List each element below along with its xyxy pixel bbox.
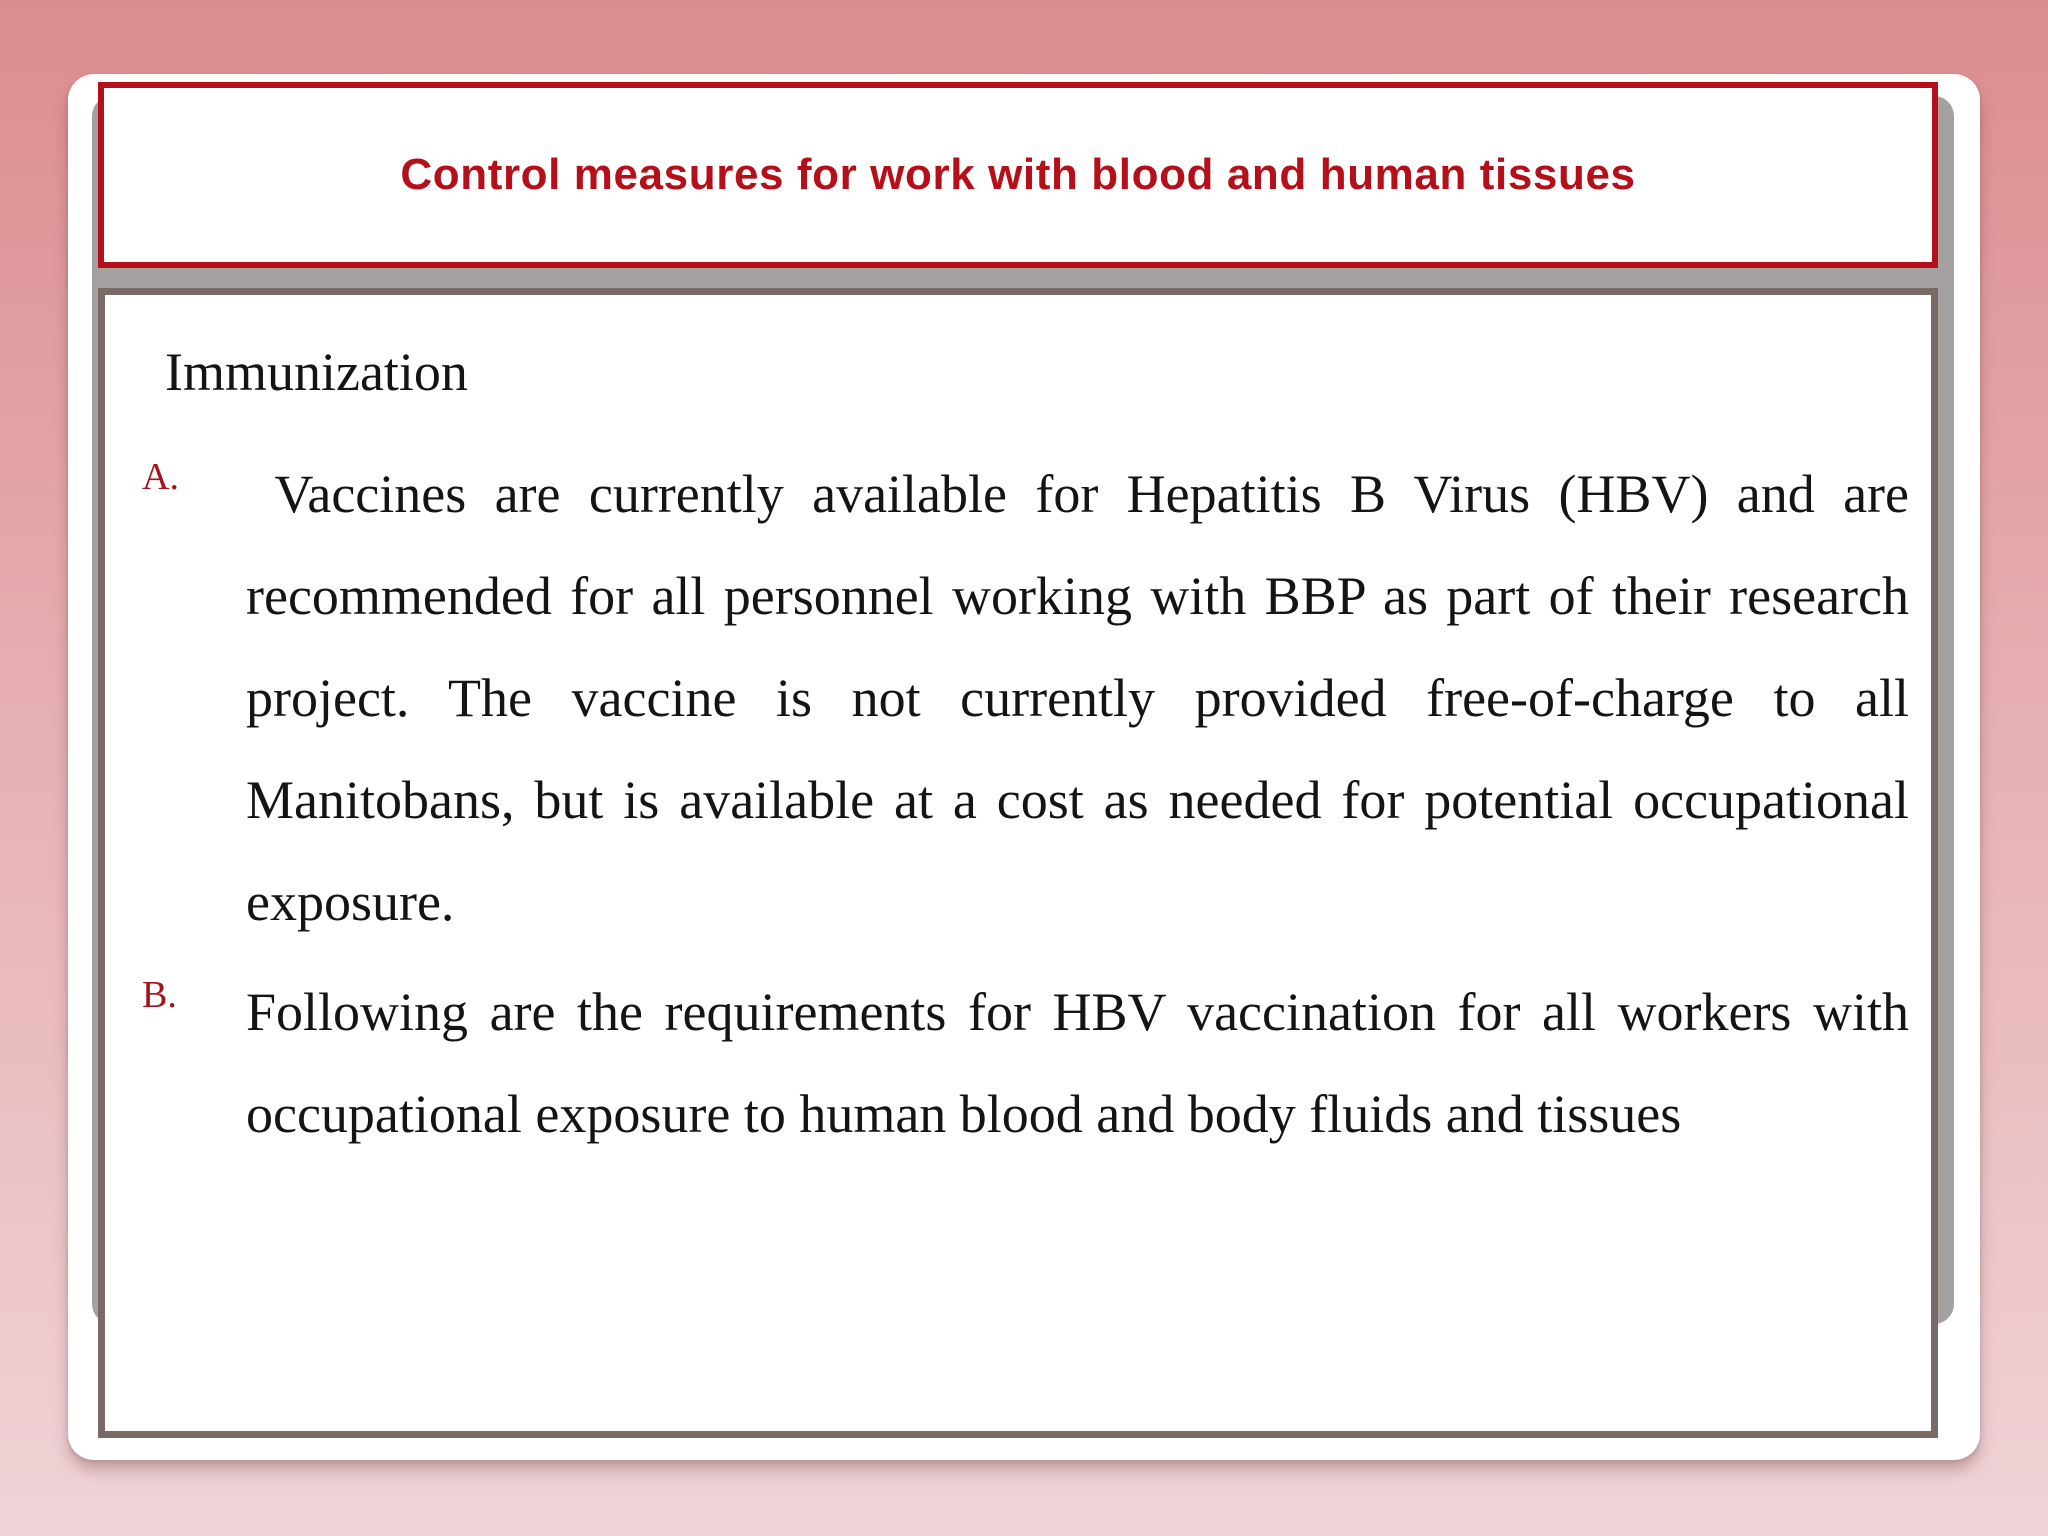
list-item <box>105 961 1931 1165</box>
list-item <box>105 443 1931 953</box>
bullet-list <box>105 443 1931 1173</box>
list-item-text: Vaccines are currently available for Hepatitis B Virus (HBV) and are recommended for all personnel working with BBP as part of their research project. The vaccine is not currently provided free-of-charge to all Manitobans, but is available at a cost as needed for potential occupational exposure. <box>246 464 1909 932</box>
section-heading: Immunization <box>165 342 468 402</box>
list-marker: B. <box>142 974 177 1016</box>
title-box <box>98 82 1938 268</box>
list-marker: A. <box>142 456 179 498</box>
slide-title: Control measures for work with blood and human tissues <box>400 150 1636 199</box>
list-item-text: Following are the requirements for HBV vaccination for all workers with occupational exposure to human blood and body fluids and tissues <box>246 982 1909 1144</box>
content-box <box>98 288 1938 1438</box>
